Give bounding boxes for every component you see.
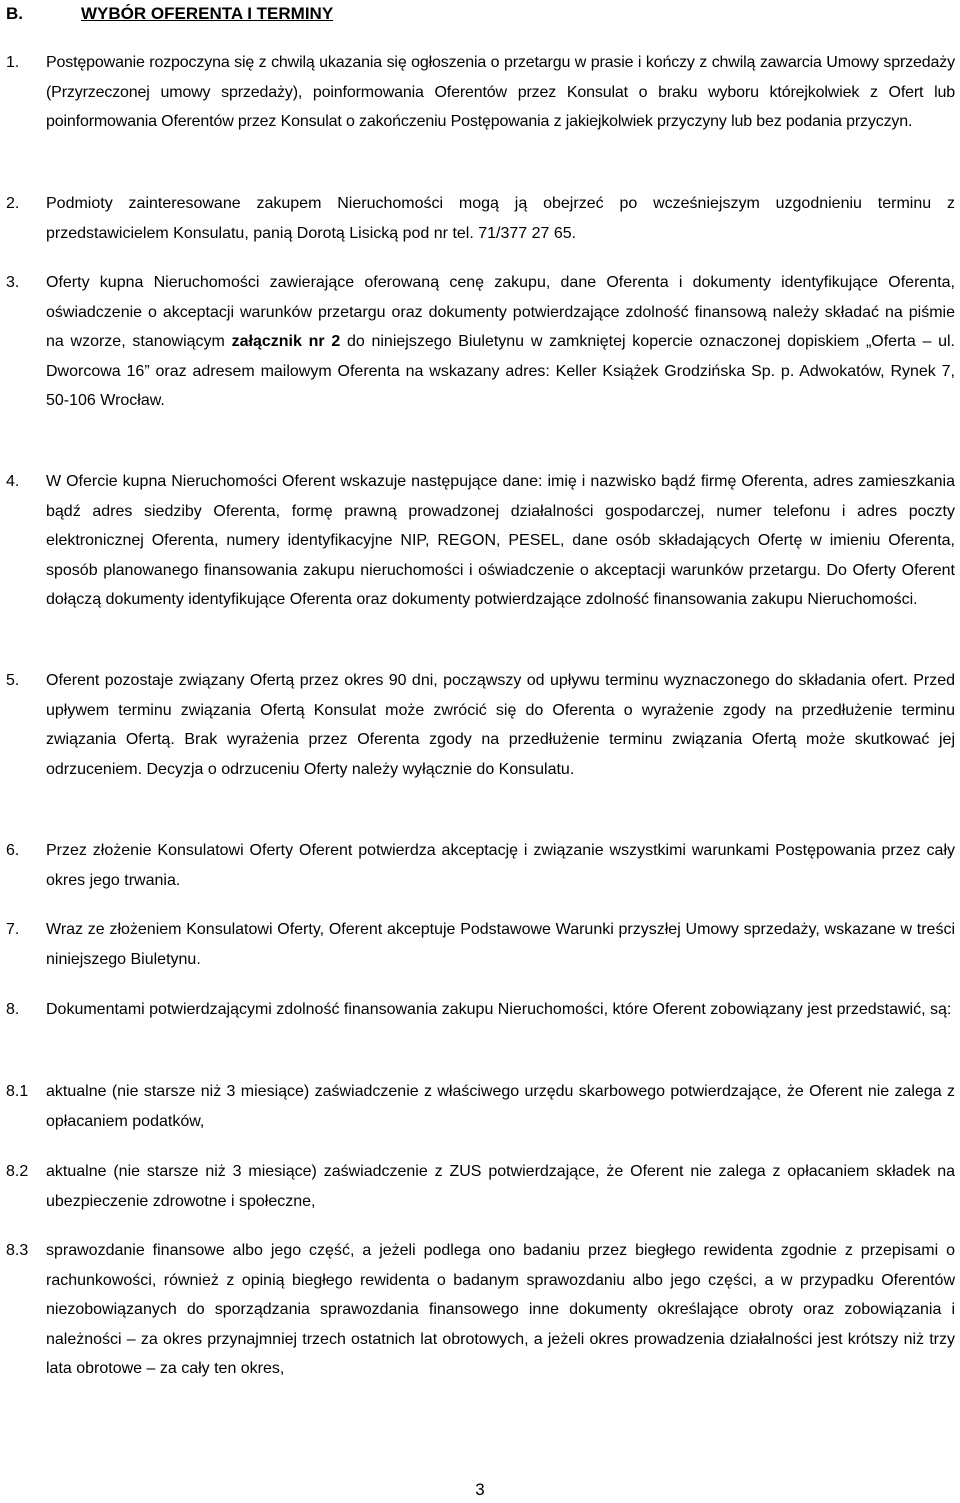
list-item-8-3	[0, 1236, 958, 1384]
attachment-reference: załącznik nr 2	[231, 333, 341, 351]
list-item-1	[0, 48, 958, 137]
item-number: 2.	[6, 195, 20, 212]
item-text: Postępowanie rozpoczyna się z chwilą ukazania się ogłoszenia o przetargu w prasie i kończy z chwilą zawarcia Umowy sprzedaży (Przyrzeczonej umowy sprzedaży), poinformowania Oferentów przez Konsulat o braku wyboru którejkolwiek z Ofert lub poinformowania Oferentów przez Konsulat o zakończeniu Postępowania z jakiejkolwiek przyczyny lub bez podania przyczyn.	[46, 54, 955, 131]
list-item-6	[0, 836, 958, 895]
item-text: Przez złożenie Konsulatowi Oferty Oferent potwierdza akceptację i związanie wszystkimi warunkami Postępowania przez cały okres jego trwania.	[46, 842, 955, 889]
item-number: 5.	[6, 672, 20, 689]
item-number: 8.2	[6, 1163, 29, 1180]
list-item-5	[0, 666, 958, 784]
item-text: Wraz ze złożeniem Konsulatowi Oferty, Oferent akceptuje Podstawowe Warunki przyszłej Umowy sprzedaży, wskazane w treści niniejszego Biuletynu.	[46, 921, 955, 968]
item-number: 4.	[6, 473, 20, 490]
section-heading	[6, 2, 333, 26]
list-item-4	[0, 467, 958, 615]
section-title: WYBÓR OFERENTA I TERMINY	[81, 4, 334, 23]
page-number: 3	[475, 1480, 485, 1499]
section-number: B.	[6, 4, 23, 23]
item-text: sprawozdanie finansowe albo jego część, a jeżeli podlega ono badaniu przez biegłego rewidenta zgodnie z przepisami o rachunkowości, również z opinią biegłego rewidenta o badanym sprawozdaniu albo jego części, a w przypadku Oferentów niezobowiązanych do sporządzania sprawozdania finansowego inne dokumenty określające obroty oraz zobowiązania i należności – za okres przynajmniej trzech ostatnich lat obrotowych, a jeżeli okres prowadzenia działalności jest krótszy niż trzy lata obrotowe – za cały ten okres,	[46, 1242, 955, 1378]
list-item-7	[0, 915, 958, 974]
item-number: 8.1	[6, 1083, 29, 1100]
list-item-3	[0, 268, 958, 416]
item-text: aktualne (nie starsze niż 3 miesiące) zaświadczenie z właściwego urzędu skarbowego potwierdzające, że Oferent nie zalega z opłacaniem podatków,	[46, 1083, 955, 1130]
list-item-8-1	[0, 1077, 958, 1136]
item-text	[46, 268, 955, 416]
item-text: Dokumentami potwierdzającymi zdolność finansowania zakupu Nieruchomości, które Oferent zobowiązany jest przedstawić, są:	[46, 1001, 952, 1018]
item-text-part: Oferty kupna Nieruchomości zawierające oferowaną cenę zakupu, dane Oferenta i dokumenty identyfikujące Oferenta, oświadczenie o akceptacji warunków przetargu oraz dokumenty potwierdzające zdolność finansową należy składać na piśmie na wzorze, stanowiącym	[46, 274, 955, 351]
item-number: 3.	[6, 274, 20, 291]
item-number: 8.	[6, 1001, 20, 1018]
item-text-part: do niniejszego Biuletynu w zamkniętej kopercie oznaczonej dopiskiem „Oferta – ul. Dworcowa 16” oraz adresem mailowym Oferenta na wskazany adres: Keller Książek Grodzińska Sp. p. Adwokatów, Rynek 7, 50-106 Wrocław.	[46, 333, 956, 410]
item-number: 6.	[6, 842, 20, 859]
item-text: Oferent pozostaje związany Ofertą przez okres 90 dni, począwszy od upływu terminu wyznaczonego do składania ofert. Przed upływem terminu związania Ofertą Konsulat może zwrócić się do Oferenta o wyrażenie zgody na przedłużenie terminu związania Ofertą. Brak wyrażenia przez Oferenta zgody na przedłużenie terminu związania Ofertą może skutkować jej odrzuceniem. Decyzja o odrzuceniu Oferty należy wyłącznie do Konsulatu.	[46, 672, 955, 778]
item-text: aktualne (nie starsze niż 3 miesiące) zaświadczenie z ZUS potwierdzające, że Oferent nie zalega z opłacaniem składek na ubezpieczenie zdrowotne i społeczne,	[46, 1163, 955, 1210]
list-item-2	[0, 189, 958, 248]
item-number: 7.	[6, 921, 20, 938]
item-text: W Ofercie kupna Nieruchomości Oferent wskazuje następujące dane: imię i nazwisko bądź firmę Oferenta, adres zamieszkania bądź adres siedziby Oferenta, formę prawną prowadzonej działalności gospodarczej, numer telefonu i adres poczty elektronicznej Oferenta, numery identyfikacyjne NIP, REGON, PESEL, dane osób składających Ofertę w imieniu Oferenta, sposób planowanego finansowania zakupu nieruchomości i oświadczenie o akceptacji warunków przetargu. Do Oferty Oferent dołączą dokumenty identyfikujące Oferenta oraz dokumenty potwierdzające zdolność finansowania zakupu Nieruchomości.	[46, 473, 955, 609]
list-item-8	[0, 995, 958, 1025]
item-number: 1.	[6, 54, 20, 71]
item-text: Podmioty zainteresowane zakupem Nieruchomości mogą ją obejrzeć po wcześniejszym uzgodnieniu terminu z przedstawicielem Konsulatu, panią Dorotą Lisicką pod nr tel. 71/377 27 65.	[46, 195, 955, 242]
list-item-8-2	[0, 1157, 958, 1216]
item-number: 8.3	[6, 1242, 29, 1259]
